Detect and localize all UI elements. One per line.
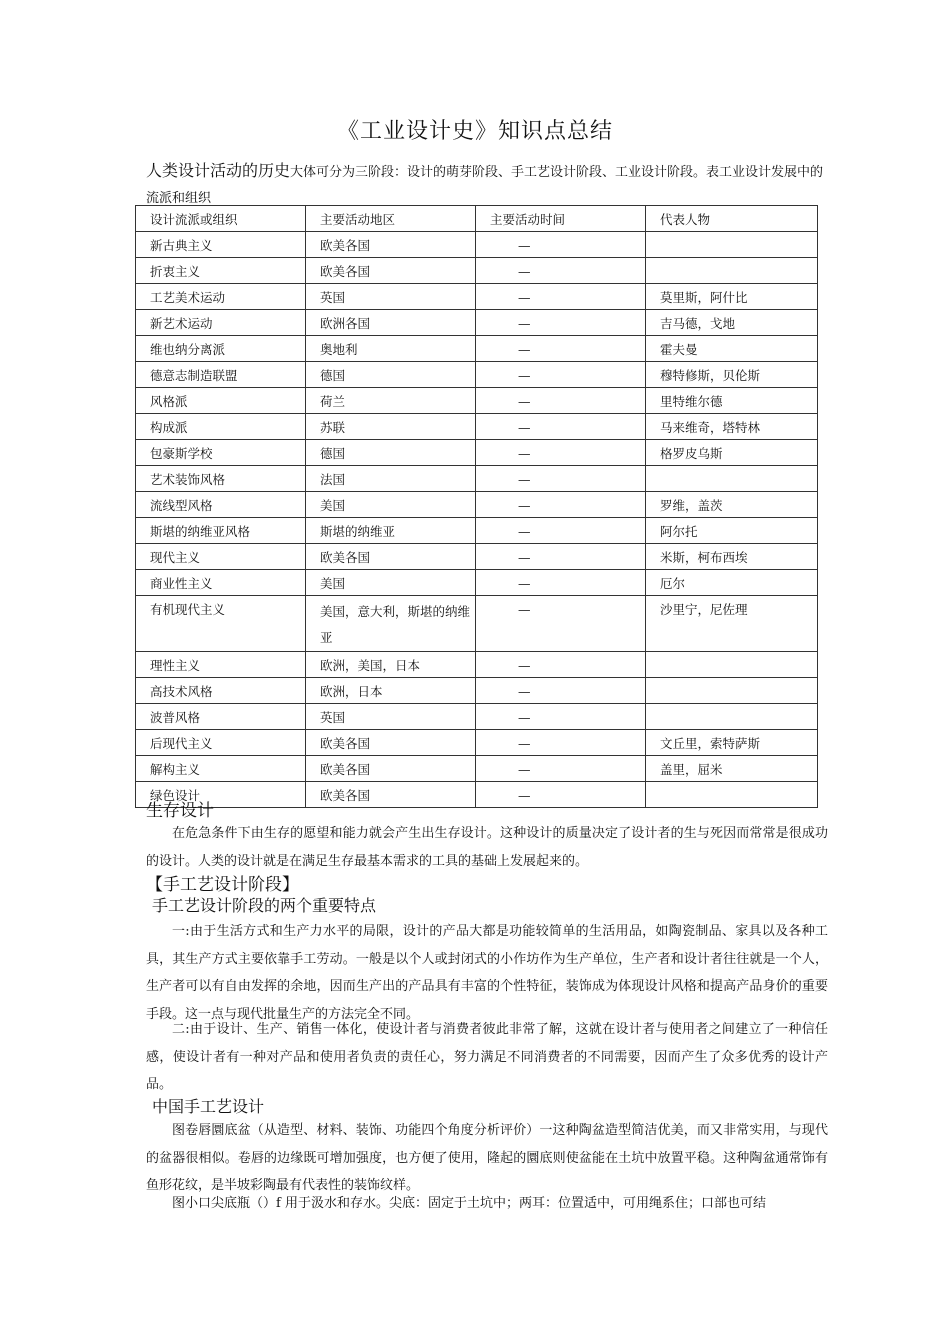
table-cell: 里特维尔德	[646, 388, 818, 414]
table-cell: 流线型风格	[136, 492, 306, 518]
craft-subheading: 手工艺设计阶段的两个重要特点	[152, 896, 377, 915]
table-row	[136, 570, 818, 596]
table-header-cell: 主要活动地区	[306, 206, 476, 232]
table-cell: —	[476, 232, 646, 258]
table-cell: —	[476, 652, 646, 678]
table-cell: 欧美各国	[306, 232, 476, 258]
page-title: 《工业设计史》知识点总结	[336, 119, 613, 144]
table-cell: —	[476, 284, 646, 310]
table-row	[136, 544, 818, 570]
table-cell: 厄尔	[646, 570, 818, 596]
table-cell: 美国	[306, 570, 476, 596]
table-cell: 斯堪的纳维亚风格	[136, 518, 306, 544]
table-cell: 沙里宁，尼佐理	[646, 596, 818, 652]
design-schools-table	[135, 205, 818, 808]
table-cell	[646, 232, 818, 258]
table-cell: 欧美各国	[306, 782, 476, 808]
table-cell: 绿色设计	[136, 782, 306, 808]
table-cell: —	[476, 756, 646, 782]
craft-point-2: 二:由于设计、生产、销售一体化，使设计者与消费者彼此非常了解，这就在设计者与使用者之间建立了一种信任感，使设计者有一种对产品和使用者负责的责任心，努力满足不同消费者的不同需要，因而产生了众多优秀的设计产品。	[146, 1022, 828, 1092]
table-cell: 盖里，屈米	[646, 756, 818, 782]
china-craft-paragraph-1: 图卷唇圜底盆（从造型、材料、装饰、功能四个角度分析评价）一这种陶盆造型简洁优美，而又非常实用，与现代的盆器很相似。卷唇的边缘既可增加强度，也方便了使用，隆起的圜底则使盆能在土坑中放置平稳。这种陶盆通常饰有鱼形花纹，是半坡彩陶最有代表性的装饰纹样。	[146, 1123, 828, 1193]
table-cell: 法国	[306, 466, 476, 492]
table-cell	[646, 652, 818, 678]
table-cell: 英国	[306, 704, 476, 730]
table-cell: 格罗皮乌斯	[646, 440, 818, 466]
china-craft-paragraph-2: 图小口尖底瓶（）f 用于汲水和存水。尖底：固定于土坑中；两耳：位置适中，可用绳系住；口部也可结	[172, 1196, 766, 1211]
table-row	[136, 678, 818, 704]
table-cell: 莫里斯，阿什比	[646, 284, 818, 310]
table-row	[136, 518, 818, 544]
table-row	[136, 782, 818, 808]
table-cell: —	[476, 440, 646, 466]
table-cell: 罗维，盖茨	[646, 492, 818, 518]
table-cell: 新古典主义	[136, 232, 306, 258]
table-row	[136, 258, 818, 284]
table-header-cell: 主要活动时间	[476, 206, 646, 232]
table-row	[136, 284, 818, 310]
craft-point-1: 一:由于生活方式和生产力水平的局限，设计的产品大都是功能较简单的生活用品，如陶瓷制品、家具以及各种工具，其生产方式主要依靠手工劳动。一般是以个人或封闭式的小作坊作为生产单位，生产者和设计者往往就是一个人，生产者可以有自由发挥的余地，因而生产出的产品具有丰富的个性特征，装饰成为体现设计风格和提高产品身价的重要手段。这一点与现代批量生产的方法完全不同。	[146, 924, 828, 1022]
table-row	[136, 596, 818, 652]
table-cell: 马来维奇，塔特林	[646, 414, 818, 440]
table-cell: 美国	[306, 492, 476, 518]
table-cell: 工艺美术运动	[136, 284, 306, 310]
table-cell: —	[476, 518, 646, 544]
table-cell: —	[476, 570, 646, 596]
table-cell: 包豪斯学校	[136, 440, 306, 466]
table-cell: 米斯，柯布西埃	[646, 544, 818, 570]
intro-lead: 人类设计活动的历史	[146, 161, 291, 180]
table-cell: —	[476, 414, 646, 440]
table-row	[136, 336, 818, 362]
craft-heading: 【手工艺设计阶段】	[146, 875, 299, 895]
table-cell: 德意志制造联盟	[136, 362, 306, 388]
table-cell-text: 美国，意大利，斯堪的纳维亚	[320, 604, 471, 645]
table-row	[136, 730, 818, 756]
table-cell: 霍夫曼	[646, 336, 818, 362]
table-cell: 欧洲，日本	[306, 678, 476, 704]
table-cell	[306, 596, 476, 652]
table-cell: 波普风格	[136, 704, 306, 730]
survival-heading: 生存设计	[146, 801, 214, 821]
table-cell	[646, 466, 818, 492]
table-row	[136, 440, 818, 466]
table-cell: 欧美各国	[306, 756, 476, 782]
table-cell: 现代主义	[136, 544, 306, 570]
table-cell: 新艺术运动	[136, 310, 306, 336]
table-cell: —	[476, 388, 646, 414]
table-cell: 阿尔托	[646, 518, 818, 544]
table-cell: 维也纳分离派	[136, 336, 306, 362]
table-row	[136, 414, 818, 440]
table-cell: —	[476, 492, 646, 518]
table-cell: 欧美各国	[306, 544, 476, 570]
table-cell: 解构主义	[136, 756, 306, 782]
table-cell	[646, 704, 818, 730]
table-row	[136, 704, 818, 730]
table-cell: 斯堪的纳维亚	[306, 518, 476, 544]
table-cell: —	[476, 596, 646, 652]
table-cell: —	[476, 730, 646, 756]
table-cell: 德国	[306, 440, 476, 466]
table-cell: 欧美各国	[306, 258, 476, 284]
table-cell: —	[476, 466, 646, 492]
table-cell: —	[476, 336, 646, 362]
table-header-row	[136, 206, 818, 232]
intro-paragraph	[146, 158, 826, 212]
table-cell	[646, 782, 818, 808]
table-cell: —	[476, 362, 646, 388]
table-cell: 有机现代主义	[136, 596, 306, 652]
table-cell: —	[476, 782, 646, 808]
table-cell: 后现代主义	[136, 730, 306, 756]
table-cell: —	[476, 704, 646, 730]
table-cell: —	[476, 678, 646, 704]
table-row	[136, 466, 818, 492]
table-header-cell: 代表人物	[646, 206, 818, 232]
table-row	[136, 492, 818, 518]
table-cell: 文丘里，索特萨斯	[646, 730, 818, 756]
table-row	[136, 310, 818, 336]
table-cell	[646, 678, 818, 704]
table-cell: 欧洲各国	[306, 310, 476, 336]
table-cell: 风格派	[136, 388, 306, 414]
table-row	[136, 652, 818, 678]
table-cell: 商业性主义	[136, 570, 306, 596]
table-header-cell: 设计流派或组织	[136, 206, 306, 232]
table-cell: 奥地利	[306, 336, 476, 362]
china-craft-heading: 中国手工艺设计	[152, 1097, 265, 1116]
table-cell: 英国	[306, 284, 476, 310]
table-cell: 德国	[306, 362, 476, 388]
survival-paragraph: 在危急条件下由生存的愿望和能力就会产生出生存设计。这种设计的质量决定了设计者的生与死因而常常是很成功的设计。人类的设计就是在满足生存最基本需求的工具的基础上发展起来的。	[146, 826, 828, 869]
table-cell: —	[476, 544, 646, 570]
table-cell: 荷兰	[306, 388, 476, 414]
table-cell: 欧洲，美国，日本	[306, 652, 476, 678]
table-cell: 欧美各国	[306, 730, 476, 756]
table-row	[136, 388, 818, 414]
table-row	[136, 232, 818, 258]
table-cell: 穆特修斯，贝伦斯	[646, 362, 818, 388]
table-cell: —	[476, 310, 646, 336]
table-row	[136, 362, 818, 388]
table-cell	[646, 258, 818, 284]
table-cell: 艺术装饰风格	[136, 466, 306, 492]
table-cell: 苏联	[306, 414, 476, 440]
table-row	[136, 756, 818, 782]
intro-rest: 大体可分为三阶段：设计的萌芽阶段、手工艺设计阶段、工业设计阶段。表工业设计发展中的流派和组织	[146, 165, 824, 206]
table-cell: —	[476, 258, 646, 284]
table-cell: 高技术风格	[136, 678, 306, 704]
table-cell: 构成派	[136, 414, 306, 440]
table-cell: 吉马德，戈地	[646, 310, 818, 336]
table-cell: 折衷主义	[136, 258, 306, 284]
table-cell: 理性主义	[136, 652, 306, 678]
